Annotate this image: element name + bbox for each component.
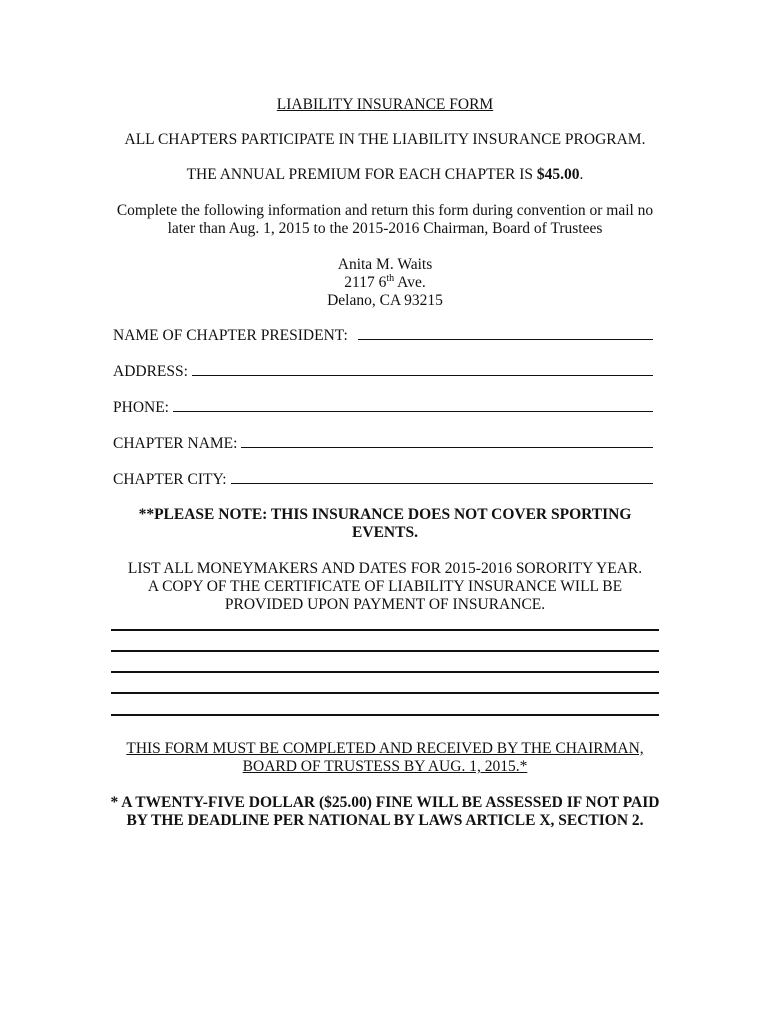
participation-text: ALL CHAPTERS PARTICIPATE IN THE LIABILITY INSURANCE PROGRAM. (124, 131, 646, 148)
premium-text (0, 165, 770, 184)
president-label: NAME OF CHAPTER PRESIDENT: (113, 327, 348, 344)
instructions-line-1: Complete the following information and return this form during convention or mail no (116, 202, 654, 219)
note-line-1: **PLEASE NOTE: THIS INSURANCE DOES NOT COVER SPORTING (138, 506, 632, 523)
moneymaker-line-2[interactable] (111, 650, 659, 652)
fine-line-1: * A TWENTY-FIVE DOLLAR ($25.00) FINE WILL BE ASSESSED IF NOT PAID (110, 794, 660, 811)
address-label: ADDRESS: (113, 363, 188, 380)
moneymaker-line-4[interactable] (111, 692, 659, 694)
chapter-name-field[interactable] (113, 433, 653, 453)
deadline-text-2: BOARD OF TRUSTESS BY AUG. 1, 2015.* (242, 758, 528, 775)
mailing-street-number: 2117 6 (344, 274, 387, 291)
instructions-line-2: later than Aug. 1, 2015 to the 2015-2016 Chairman, Board of Trustees (167, 220, 603, 237)
address-input-line[interactable] (192, 361, 653, 376)
address-field[interactable] (113, 361, 653, 381)
president-field[interactable] (113, 325, 653, 345)
premium-prefix: THE ANNUAL PREMIUM FOR EACH CHAPTER IS (186, 166, 537, 183)
premium-amount: $45.00 (536, 166, 580, 183)
fine-line-2: BY THE DEADLINE PER NATIONAL BY LAWS ARTICLE X, SECTION 2. (126, 812, 644, 829)
chapter-name-input-line[interactable] (241, 433, 653, 448)
chapter-city-field[interactable] (113, 469, 653, 489)
note-line-2: EVENTS. (352, 524, 418, 541)
form-title: LIABILITY INSURANCE FORM (276, 96, 494, 113)
moneymakers-line-2: A COPY OF THE CERTIFICATE OF LIABILITY INSURANCE WILL BE (147, 578, 623, 595)
mailing-street-suffix: Ave. (394, 274, 426, 291)
mailing-street (0, 273, 770, 292)
phone-field[interactable] (113, 397, 653, 417)
phone-label: PHONE: (113, 399, 169, 416)
chapter-city-input-line[interactable] (231, 469, 653, 484)
deadline-line-2 (0, 757, 770, 776)
president-input-line[interactable] (358, 325, 653, 340)
moneymaker-line-1[interactable] (111, 629, 659, 631)
moneymakers-line-1: LIST ALL MONEYMAKERS AND DATES FOR 2015-2016 SORORITY YEAR. (127, 560, 643, 577)
chapter-name-label: CHAPTER NAME: (113, 435, 238, 452)
mailing-name: Anita M. Waits (337, 256, 433, 273)
mailing-street-sup: th (386, 272, 395, 284)
deadline-line-1 (0, 739, 770, 758)
moneymaker-line-3[interactable] (111, 671, 659, 673)
moneymakers-line-3: PROVIDED UPON PAYMENT OF INSURANCE. (224, 596, 546, 613)
phone-input-line[interactable] (173, 397, 653, 412)
mailing-city: Delano, CA 93215 (327, 292, 443, 309)
premium-suffix: . (579, 166, 584, 183)
chapter-city-label: CHAPTER CITY: (113, 471, 227, 488)
moneymaker-line-5[interactable] (111, 714, 659, 716)
deadline-text-1: THIS FORM MUST BE COMPLETED AND RECEIVED BY THE CHAIRMAN, (126, 740, 644, 757)
